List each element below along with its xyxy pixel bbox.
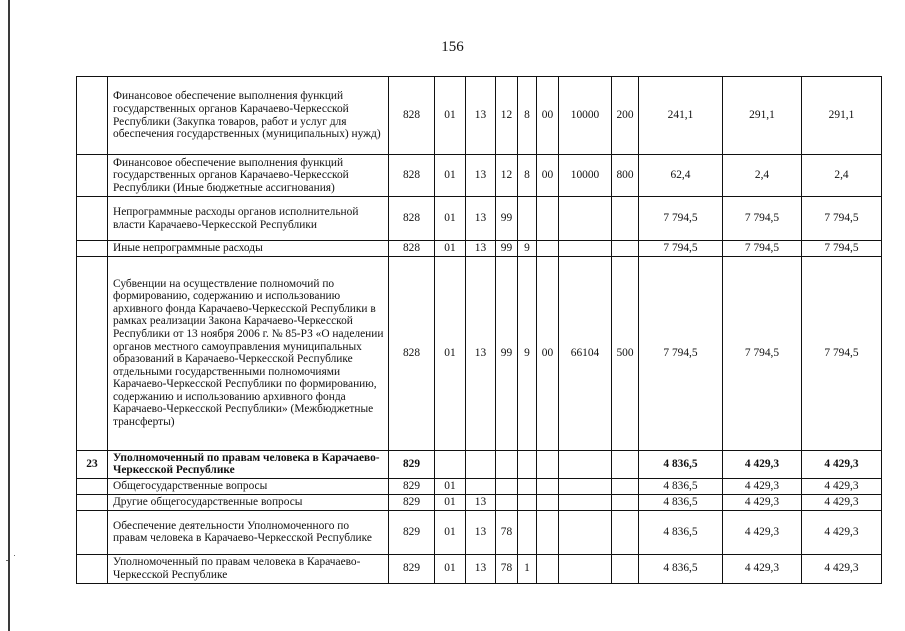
row-number [77, 77, 108, 155]
row-subprogram-code [518, 510, 537, 554]
row-section-code: 01 [435, 494, 466, 510]
table-row [77, 494, 882, 510]
row-section-code: 01 [435, 197, 466, 241]
row-activity-code [537, 510, 559, 554]
row-amount-year-1: 4 836,5 [639, 478, 723, 494]
row-activity-code [537, 478, 559, 494]
row-number [77, 510, 108, 554]
row-expense-type-code [612, 241, 639, 257]
row-subprogram-code [518, 478, 537, 494]
row-number [77, 241, 108, 257]
row-amount-year-1: 62,4 [639, 155, 723, 197]
row-section-code: 01 [435, 478, 466, 494]
row-expense-type-code: 500 [612, 256, 639, 450]
table-row [77, 510, 882, 554]
row-ministry-code: 828 [389, 197, 435, 241]
row-activity-code: 00 [537, 77, 559, 155]
row-subprogram-code: 9 [518, 256, 537, 450]
row-number [77, 478, 108, 494]
row-section-code [435, 450, 466, 478]
row-description: Финансовое обеспечение выполнения функций государственных органов Карачаево-Черкесской Республики (Иные бюджетные ассигнования) [108, 155, 389, 197]
row-subprogram-code [518, 450, 537, 478]
row-direction-code: 10000 [559, 77, 612, 155]
table-row [77, 77, 882, 155]
row-section-code: 01 [435, 155, 466, 197]
row-program-code: 99 [496, 197, 518, 241]
row-number [77, 494, 108, 510]
row-number [77, 155, 108, 197]
row-amount-year-2: 4 429,3 [723, 450, 802, 478]
row-amount-year-1: 4 836,5 [639, 554, 723, 583]
scan-speck [14, 555, 15, 556]
row-ministry-code: 828 [389, 155, 435, 197]
table-row [77, 478, 882, 494]
row-amount-year-1: 4 836,5 [639, 494, 723, 510]
row-amount-year-3: 291,1 [802, 77, 882, 155]
row-amount-year-2: 4 429,3 [723, 494, 802, 510]
row-ministry-code: 829 [389, 554, 435, 583]
row-ministry-code: 828 [389, 256, 435, 450]
row-activity-code: 00 [537, 256, 559, 450]
row-number [77, 256, 108, 450]
row-program-code: 12 [496, 155, 518, 197]
row-amount-year-2: 7 794,5 [723, 256, 802, 450]
row-ministry-code: 828 [389, 241, 435, 257]
row-subsection-code [466, 450, 496, 478]
table-row [77, 554, 882, 583]
row-subsection-code: 13 [466, 510, 496, 554]
row-amount-year-3: 2,4 [802, 155, 882, 197]
row-ministry-code: 829 [389, 478, 435, 494]
row-amount-year-3: 7 794,5 [802, 241, 882, 257]
row-direction-code [559, 510, 612, 554]
row-amount-year-3: 4 429,3 [802, 478, 882, 494]
row-amount-year-2: 4 429,3 [723, 554, 802, 583]
budget-table [76, 76, 882, 584]
row-subsection-code: 13 [466, 494, 496, 510]
row-expense-type-code: 800 [612, 155, 639, 197]
row-description: Уполномоченный по правам человека в Карачаево-Черкесской Республике [108, 554, 389, 583]
row-amount-year-2: 2,4 [723, 155, 802, 197]
row-program-code: 99 [496, 241, 518, 257]
row-amount-year-2: 4 429,3 [723, 478, 802, 494]
row-subprogram-code [518, 494, 537, 510]
table-row [77, 241, 882, 257]
row-number [77, 554, 108, 583]
table-row [77, 450, 882, 478]
row-amount-year-3: 4 429,3 [802, 494, 882, 510]
row-direction-code [559, 478, 612, 494]
row-expense-type-code [612, 510, 639, 554]
row-direction-code [559, 554, 612, 583]
row-amount-year-1: 7 794,5 [639, 197, 723, 241]
row-expense-type-code [612, 450, 639, 478]
row-description: Иные непрограммные расходы [108, 241, 389, 257]
row-description: Общегосударственные вопросы [108, 478, 389, 494]
row-ministry-code: 829 [389, 494, 435, 510]
row-ministry-code: 829 [389, 510, 435, 554]
row-subprogram-code: 8 [518, 77, 537, 155]
row-activity-code [537, 197, 559, 241]
row-number [77, 197, 108, 241]
row-subprogram-code [518, 197, 537, 241]
row-description: Субвенции на осуществление полномочий по формированию, содержанию и использованию архивного фонда Карачаево-Черкесской Республики в рамках реализации Закона Карачаево-Черкесской Республики от 13 ноября 2006 г. № 85-РЗ «О наделении органов местного самоуправления муниципальных образований в Карачаево-Черкесской Республике отдельными государственными полномочиями Карачаево-Черкесской Республики по формированию, содержанию и использованию архивного фонда Карачаево-Черкесской Республики» (Межбюджетные трансферты) [108, 256, 389, 450]
row-expense-type-code [612, 554, 639, 583]
row-amount-year-3: 7 794,5 [802, 197, 882, 241]
row-subsection-code: 13 [466, 197, 496, 241]
table-row [77, 155, 882, 197]
row-activity-code [537, 241, 559, 257]
row-description: Финансовое обеспечение выполнения функций государственных органов Карачаево-Черкесской Республики (Закупка товаров, работ и услуг для обеспечения государственных (муниципальных) нужд) [108, 77, 389, 155]
row-direction-code: 66104 [559, 256, 612, 450]
table-row [77, 197, 882, 241]
row-subsection-code: 13 [466, 554, 496, 583]
row-description: Непрограммные расходы органов исполнительной власти Карачаево-Черкесской Республики [108, 197, 389, 241]
row-expense-type-code [612, 478, 639, 494]
budget-table-body [77, 77, 882, 584]
row-program-code: 12 [496, 77, 518, 155]
row-program-code [496, 450, 518, 478]
row-subsection-code [466, 478, 496, 494]
row-amount-year-1: 241,1 [639, 77, 723, 155]
row-expense-type-code [612, 197, 639, 241]
row-program-code [496, 478, 518, 494]
row-amount-year-1: 7 794,5 [639, 256, 723, 450]
scan-speck [6, 560, 8, 561]
row-amount-year-3: 4 429,3 [802, 450, 882, 478]
row-amount-year-2: 4 429,3 [723, 510, 802, 554]
row-ministry-code: 829 [389, 450, 435, 478]
row-amount-year-2: 291,1 [723, 77, 802, 155]
row-activity-code [537, 554, 559, 583]
row-section-code: 01 [435, 77, 466, 155]
row-description: Другие общегосударственные вопросы [108, 494, 389, 510]
row-program-code: 78 [496, 510, 518, 554]
row-direction-code [559, 241, 612, 257]
row-description: Уполномоченный по правам человека в Карачаево-Черкесской Республике [108, 450, 389, 478]
row-activity-code: 00 [537, 155, 559, 197]
row-subprogram-code: 1 [518, 554, 537, 583]
row-section-code: 01 [435, 241, 466, 257]
row-direction-code [559, 494, 612, 510]
row-program-code [496, 494, 518, 510]
row-number: 23 [77, 450, 108, 478]
row-subsection-code: 13 [466, 241, 496, 257]
row-subprogram-code: 8 [518, 155, 537, 197]
row-activity-code [537, 450, 559, 478]
row-expense-type-code: 200 [612, 77, 639, 155]
row-section-code: 01 [435, 256, 466, 450]
row-description: Обеспечение деятельности Уполномоченного по правам человека в Карачаево-Черкесской Республике [108, 510, 389, 554]
row-program-code: 78 [496, 554, 518, 583]
row-activity-code [537, 494, 559, 510]
row-amount-year-3: 7 794,5 [802, 256, 882, 450]
row-ministry-code: 828 [389, 77, 435, 155]
table-row [77, 256, 882, 450]
page-number: 156 [441, 39, 464, 55]
row-program-code: 99 [496, 256, 518, 450]
row-amount-year-3: 4 429,3 [802, 554, 882, 583]
row-subsection-code: 13 [466, 77, 496, 155]
row-amount-year-1: 4 836,5 [639, 510, 723, 554]
row-direction-code [559, 197, 612, 241]
page-edge [8, 0, 10, 631]
row-subprogram-code: 9 [518, 241, 537, 257]
row-amount-year-2: 7 794,5 [723, 241, 802, 257]
row-amount-year-3: 4 429,3 [802, 510, 882, 554]
row-direction-code [559, 450, 612, 478]
row-expense-type-code [612, 494, 639, 510]
row-amount-year-2: 7 794,5 [723, 197, 802, 241]
row-subsection-code: 13 [466, 256, 496, 450]
row-section-code: 01 [435, 510, 466, 554]
row-amount-year-1: 7 794,5 [639, 241, 723, 257]
row-direction-code: 10000 [559, 155, 612, 197]
row-subsection-code: 13 [466, 155, 496, 197]
row-amount-year-1: 4 836,5 [639, 450, 723, 478]
row-section-code: 01 [435, 554, 466, 583]
